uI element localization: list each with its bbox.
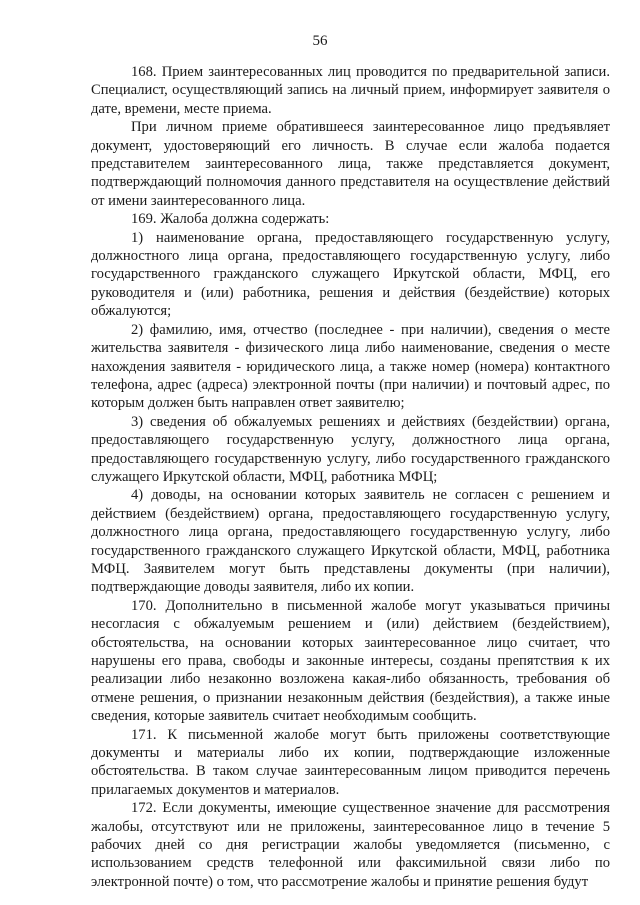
- paragraph-169: 169. Жалоба должна содержать:: [131, 211, 330, 228]
- body-text: [91, 63, 610, 891]
- list-item-4: 4) доводы, на основании которых заявитель не согласен с решением и действием (бездействием) органа, предоставляющего государственную услугу, должностного лица органа, предоставляющего государственную услугу, либо государственного гражданского служащего Иркутской области, МФЦ, работника МФЦ. Заявителем могут быть представлены документы (при наличии), подтверждающие доводы заявителя, либо их копии.: [91, 487, 610, 596]
- paragraph-170: 170. Дополнительно в письменной жалобе могут указываться причины несогласия с обжалуемым решением и (или) действием (бездействием), обстоятельства, на основании которых заинтересованное лицо считает, что нарушены его права, свободы и законные интересы, созданы препятствия к их реализации либо незаконно возложена какая-либо обязанность, требования об отмене решения, о признании незаконным действия (бездействия), а также иные сведения, которые заявитель считает необходимым сообщить.: [91, 597, 610, 725]
- paragraph-172: 172. Если документы, имеющие существенное значение для рассмотрения жалобы, отсутствуют или не приложены, заинтересованное лицо в течение 5 рабочих дней со дня регистрации жалобы уведомляется (письменно, с использованием средств телефонной или факсимильной связи либо по электронной почте) о том, что рассмотрение жалобы и принятие решения будут: [91, 800, 610, 890]
- page-number: 56: [312, 33, 328, 49]
- list-item-3: 3) сведения об обжалуемых решениях и действиях (бездействии) органа, предоставляющего государственную услугу, должностного лица органа, предоставляющего государственную услугу, либо государственного гражданского служащего Иркутской области, МФЦ, работника МФЦ;: [91, 413, 610, 485]
- paragraph-171: 171. К письменной жалобе могут быть приложены соответствующие документы и материалы либо их копии, подтверждающие изложенные обстоятельства. В таком случае заинтересованным лицом приводится перечень прилагаемых документов и материалов.: [91, 726, 610, 798]
- list-item-2: 2) фамилию, имя, отчество (последнее - при наличии), сведения о месте жительства заявителя - физического лица либо наименование, сведения о месте нахождения заявителя - юридического лица, а также номер (номера) контактного телефона, адрес (адреса) электронной почты (при наличии) и почтовый адрес, по которым должен быть направлен ответ заявителю;: [91, 321, 610, 412]
- paragraph-168: 168. Прием заинтересованных лиц проводится по предварительной записи. Специалист, осуществляющий запись на личный прием, информирует заявителя о дате, времени, месте приема.: [91, 64, 610, 117]
- paragraph-personal-reception: При личном приеме обратившееся заинтересованное лицо предъявляет документ, удостоверяющий его личность. В случае если жалоба подается представителем заинтересованного лица, также представляется документ, подтверждающий полномочия данного представителя на осуществление действий от имени заинтересованного лица.: [91, 119, 610, 209]
- list-item-1: 1) наименование органа, предоставляющего государственную услугу, должностного лица органа, предоставляющего государственную услугу, либо государственного гражданского служащего Иркутской области, МФЦ, его руководителя и (или) работника, решения и действия (бездействие) которых обжалуются;: [91, 229, 610, 320]
